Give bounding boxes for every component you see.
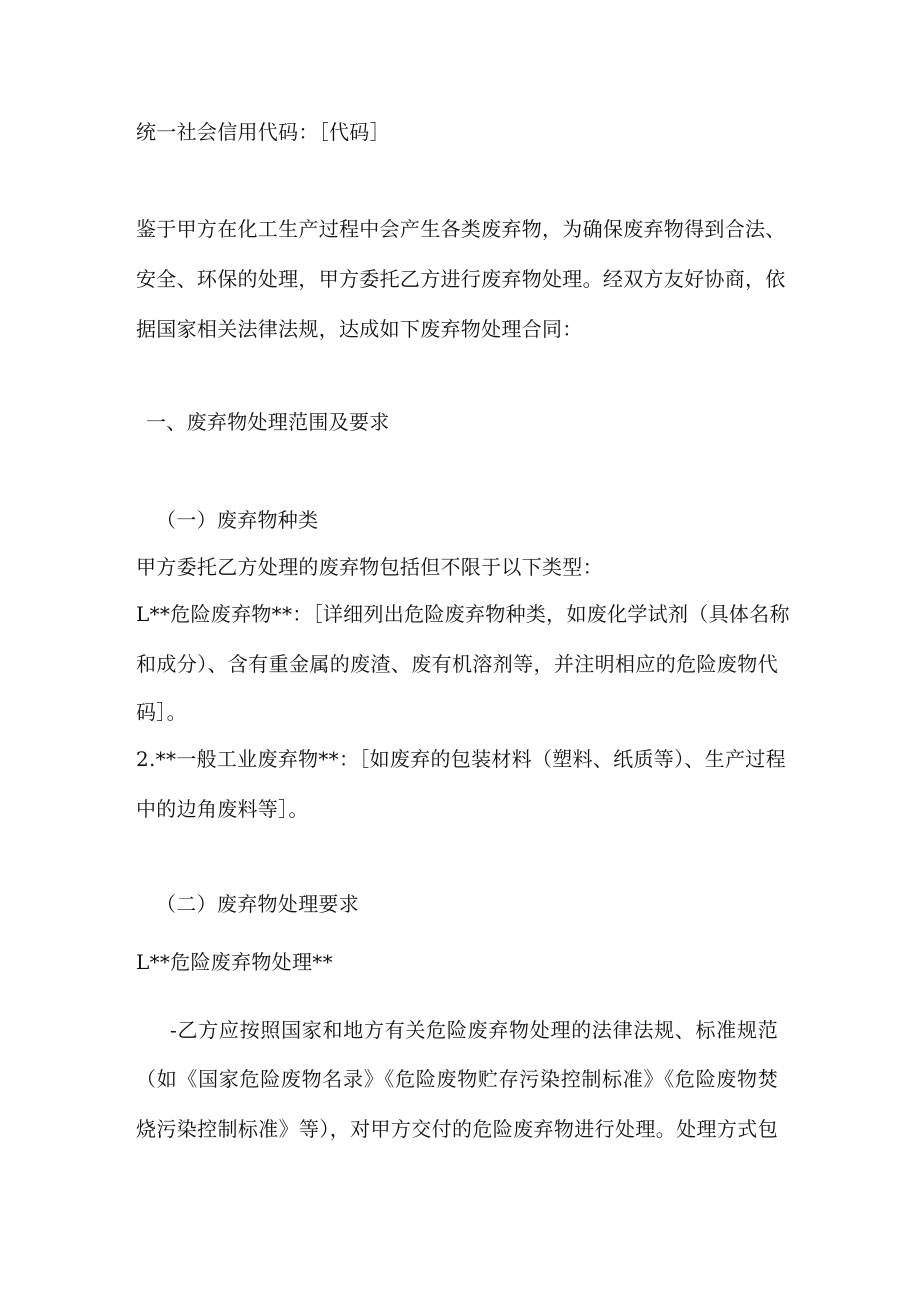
hazardous-treatment-line-2: （如《国家危险废物名录》《危险废物贮存污染控制标准》《危险废物焚 <box>136 1067 778 1091</box>
item-hazardous-line-1: L**危险废弃物**：［详细列出危险废弃物种类，如废化学试剂（具体名称 <box>136 602 790 626</box>
section-1-heading: 一、废弃物处理范围及要求 <box>146 410 390 434</box>
item-hazardous-line-3: 码］。 <box>136 700 187 724</box>
intro-line-3: 据国家相关法律法规，达成如下废弃物处理合同： <box>136 317 583 341</box>
subsection-1-lead: 甲方委托乙方处理的废弃物包括但不限于以下类型： <box>136 555 603 579</box>
item-general-line-1: 2.**一般工业废弃物**：［如废弃的包装材料（塑料、纸质等）、生产过程 <box>136 747 786 771</box>
hazardous-treatment-line-1: -乙方应按照国家和地方有关危险废弃物处理的法律法规、标准规范 <box>170 1018 778 1042</box>
item-general-line-2: 中的边角废料等］。 <box>136 797 309 821</box>
intro-line-1: 鉴于甲方在化工生产过程中会产生各类废弃物，为确保废弃物得到合法、 <box>136 217 786 241</box>
hazardous-treatment-line-3: 烧污染控制标准》等），对甲方交付的危险废弃物进行处理。处理方式包 <box>136 1117 778 1141</box>
intro-line-2: 安全、环保的处理，甲方委托乙方进行废弃物处理。经双方友好协商，依 <box>136 267 786 291</box>
subsection-2-heading: （二）废弃物处理要求 <box>156 892 359 916</box>
subsection-1-heading: （一）废弃物种类 <box>156 508 319 532</box>
hazardous-treatment-heading: L**危险废弃物处理** <box>136 950 333 974</box>
credit-code-line: 统一社会信用代码：［代码］ <box>136 120 390 144</box>
item-hazardous-line-2: 和成分）、含有重金属的废渣、废有机溶剂等，并注明相应的危险废物代 <box>136 652 778 676</box>
